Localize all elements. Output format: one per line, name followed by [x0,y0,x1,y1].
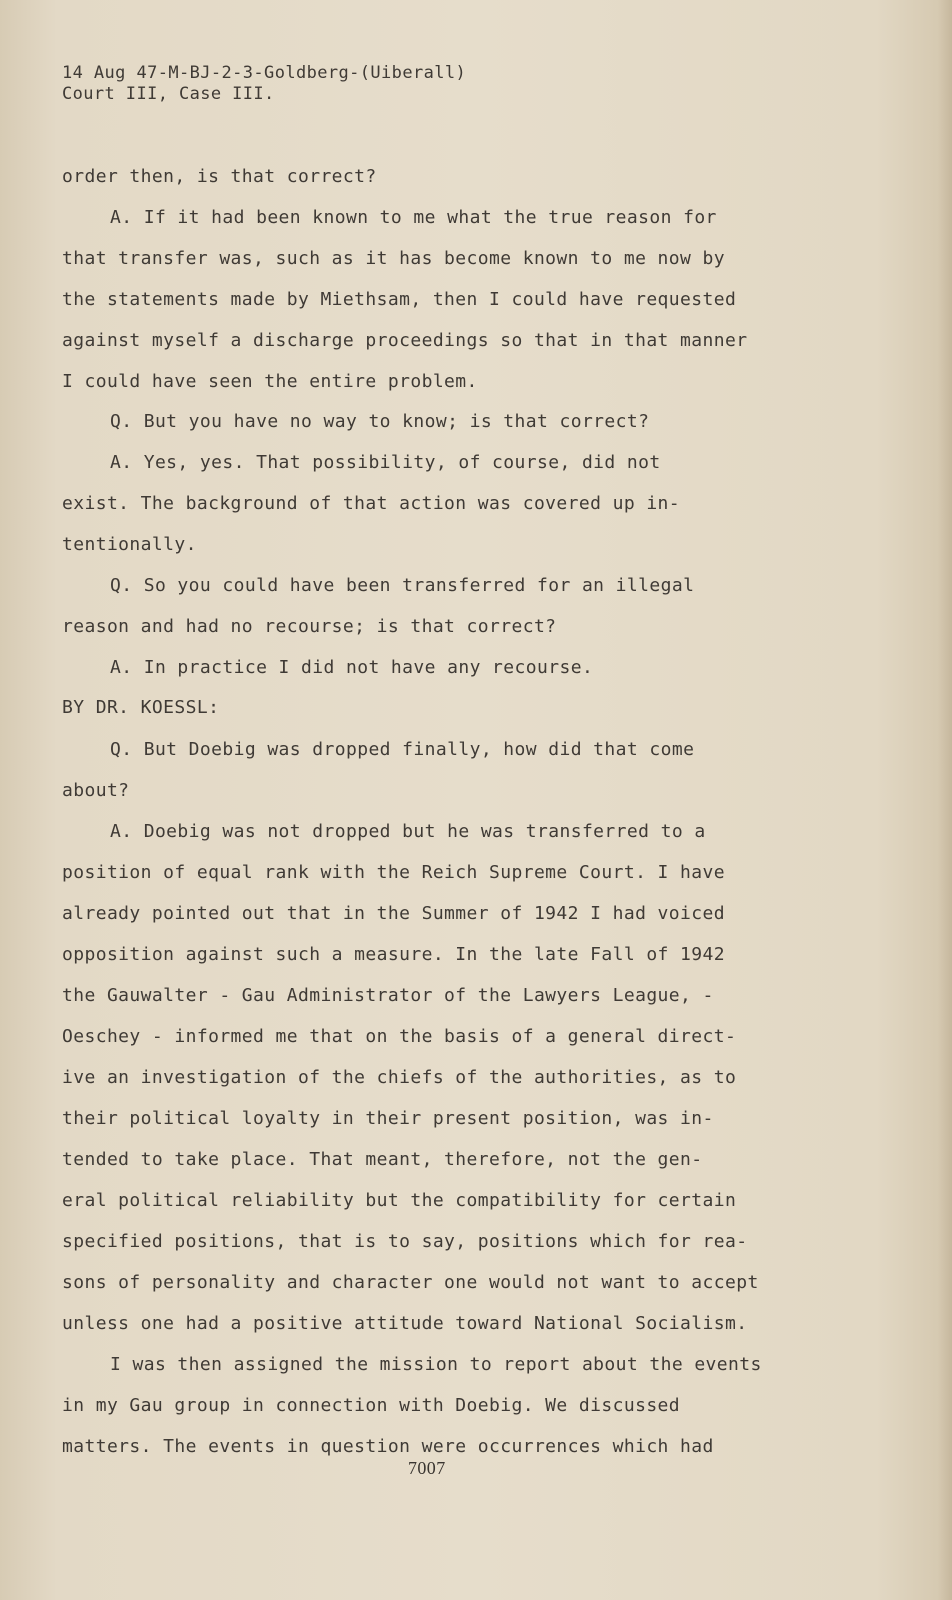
body-line: already pointed out that in the Summer of 1942 I had voiced [62,903,725,924]
body-line: unless one had a positive attitude toward National Socialism. [62,1313,748,1334]
body-line: eral political reliability but the compatibility for certain [62,1190,737,1211]
body-line: position of equal rank with the Reich Supreme Court. I have [62,862,725,883]
body-line: about? [62,780,130,801]
body-line: A. In practice I did not have any recourse. [110,657,594,678]
body-line: Oeschey - informed me that on the basis of a general direct- [62,1026,737,1047]
body-line: A. If it had been known to me what the true reason for [110,207,717,228]
body-line: Q. But Doebig was dropped finally, how did that come [110,739,695,760]
paper-edge [938,0,952,1600]
header-line-2: Court III, Case III. [62,84,275,104]
body-line: I could have seen the entire problem. [62,371,478,392]
body-line: the Gauwalter - Gau Administrator of the Lawyers League, - [62,985,714,1006]
body-line: Q. But you have no way to know; is that correct? [110,411,650,432]
body-line: opposition against such a measure. In the late Fall of 1942 [62,944,725,965]
body-line: that transfer was, such as it has become known to me now by [62,248,725,269]
body-line: ive an investigation of the chiefs of the authorities, as to [62,1067,737,1088]
page-number: 7007 [408,1458,446,1478]
body-line: the statements made by Miethsam, then I could have requested [62,289,737,310]
body-line: matters. The events in question were occurrences which had [62,1436,714,1457]
body-line: tended to take place. That meant, therefore, not the gen- [62,1149,703,1170]
header-line-1: 14 Aug 47-M-BJ-2-3-Goldberg-(Uiberall) [62,63,467,83]
body-line: in my Gau group in connection with Doebig. We discussed [62,1395,681,1416]
speaker-label: BY DR. KOESSL: [62,697,220,718]
body-line: A. Doebig was not dropped but he was transferred to a [110,821,706,842]
document-header [62,63,466,105]
body-line: tentionally. [62,534,197,555]
body-line: reason and had no recourse; is that correct? [62,616,557,637]
body-line: order then, is that correct? [62,166,377,187]
body-line: against myself a discharge proceedings so that in that manner [62,330,748,351]
body-line: specified positions, that is to say, positions which for rea- [62,1231,748,1252]
body-line: A. Yes, yes. That possibility, of course, did not [110,452,661,473]
body-line: exist. The background of that action was covered up in- [62,493,681,514]
body-line: I was then assigned the mission to report about the events [110,1354,762,1375]
body-line: sons of personality and character one would not want to accept [62,1272,759,1293]
body-line: Q. So you could have been transferred for an illegal [110,575,695,596]
body-line: their political loyalty in their present position, was in- [62,1108,714,1129]
